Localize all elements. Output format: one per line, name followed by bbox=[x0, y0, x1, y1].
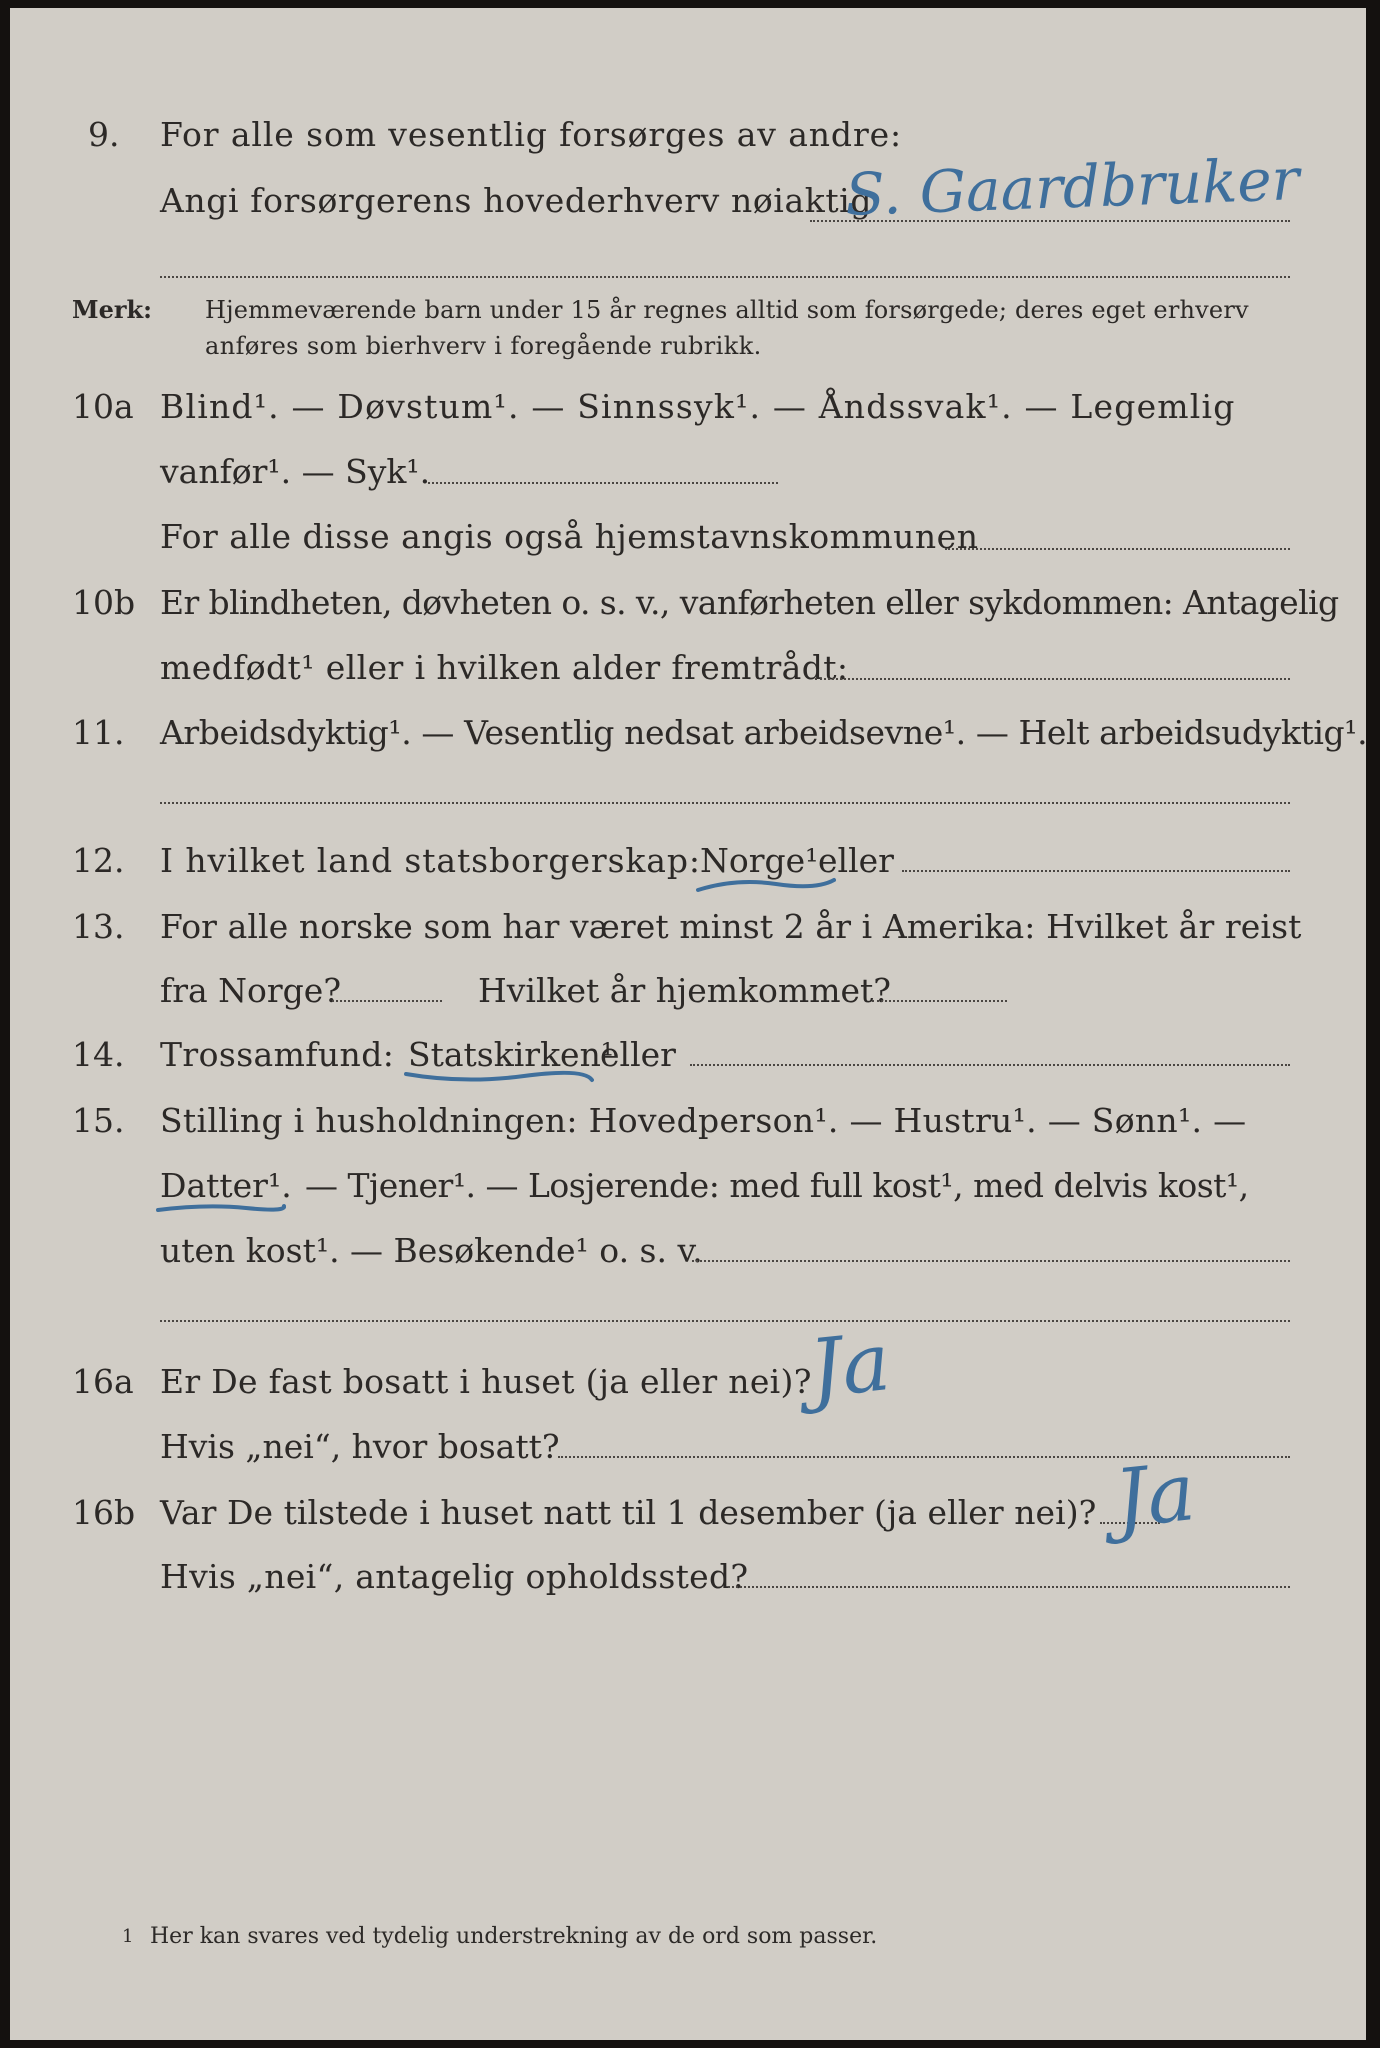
q10a-syk-line bbox=[428, 482, 778, 484]
q15-line2-b: — Tjener¹. — Losjerende: med full kost¹, med delvis kost¹, bbox=[305, 1166, 1249, 1205]
q13-number: 13. bbox=[72, 907, 125, 946]
q12-answer-line bbox=[902, 870, 1290, 872]
q9-line1: For alle som vesentlig forsørges av andre: bbox=[160, 115, 903, 154]
q16a-handwritten-answer: Ja bbox=[805, 1315, 895, 1416]
q13-line1: For alle norske som har været minst 2 år i Amerika: Hvilket år reist bbox=[160, 907, 1302, 946]
q9-number: 9. bbox=[88, 115, 120, 154]
q10b-number: 10b bbox=[72, 583, 136, 622]
q16b-line1: Var De tilstede i huset natt til 1 desember (ja eller nei)? bbox=[160, 1493, 1097, 1532]
q9-extra-line bbox=[160, 276, 1290, 278]
q14-line1-c: eller bbox=[600, 1035, 676, 1074]
q10a-line1: Blind¹. — Døvstum¹. — Sinnssyk¹. — Åndssvak¹. — Legemlig bbox=[160, 387, 1236, 426]
q15-answer-line bbox=[692, 1260, 1290, 1262]
q15-line1: Stilling i husholdningen: Hovedperson¹. — Hustru¹. — Sønn¹. — bbox=[160, 1101, 1247, 1140]
merk-line1: Hjemmeværende barn under 15 år regnes alltid som forsørgede; deres eget erhverv bbox=[205, 296, 1249, 324]
q12-norge-underline bbox=[696, 874, 836, 896]
census-form-page bbox=[10, 8, 1366, 2040]
q12-norge-option: Norge¹ bbox=[700, 841, 819, 880]
q16b-handwritten-answer: Ja bbox=[1110, 1445, 1200, 1546]
q16a-line1: Er De fast bosatt i huset (ja eller nei)? bbox=[160, 1362, 812, 1401]
q10a-line3: For alle disse angis også hjemstavnskommunen bbox=[160, 517, 979, 556]
merk-label: Merk: bbox=[72, 295, 152, 324]
q15-number: 15. bbox=[72, 1101, 125, 1140]
merk-line2: anføres som bierhverv i foregående rubrikk. bbox=[205, 332, 762, 360]
q16a-line2: Hvis „nei“, hvor bosatt? bbox=[160, 1427, 560, 1466]
q15-datter-option: Datter¹. bbox=[160, 1166, 292, 1205]
q15-extra-line bbox=[160, 1320, 1290, 1322]
q16b-line2: Hvis „nei“, antagelig opholdssted? bbox=[160, 1557, 749, 1596]
q14-answer-line bbox=[690, 1064, 1290, 1066]
footnote-mark: 1 bbox=[122, 1926, 134, 1947]
q13-line2-a: fra Norge? bbox=[160, 971, 342, 1010]
q10a-line2: vanfør¹. — Syk¹. bbox=[160, 452, 431, 491]
q12-line1-c: eller bbox=[818, 841, 894, 880]
q16a-number: 16a bbox=[72, 1362, 134, 1401]
q13-line2-b: Hvilket år hjemkommet? bbox=[478, 971, 891, 1010]
q14-statskirken-underline bbox=[404, 1066, 594, 1088]
footnote-text: Her kan svares ved tydelig understrekning av de ord som passer. bbox=[150, 1924, 878, 1949]
q10b-line1: Er blindheten, døvheten o. s. v., vanførheten eller sykdommen: Antagelig bbox=[160, 583, 1339, 622]
q10b-line2: medfødt¹ eller i hvilken alder fremtrådt: bbox=[160, 648, 849, 687]
q13-reist-line bbox=[332, 1000, 442, 1002]
q12-number: 12. bbox=[72, 841, 125, 880]
q11-line1: Arbeidsdyktig¹. — Vesentlig nedsat arbeidsevne¹. — Helt arbeidsudyktig¹. bbox=[160, 713, 1368, 752]
q9-handwritten-answer: S. Gaardbruker bbox=[843, 145, 1301, 229]
q16b-number: 16b bbox=[72, 1493, 136, 1532]
q11-number: 11. bbox=[72, 713, 125, 752]
q10a-number: 10a bbox=[72, 387, 134, 426]
q14-line1-a: Trossamfund: bbox=[160, 1035, 395, 1074]
q9-line2: Angi forsørgerens hovederhverv nøiaktig bbox=[160, 181, 873, 220]
q14-number: 14. bbox=[72, 1035, 125, 1074]
q13-hjem-line bbox=[872, 1000, 1007, 1002]
q10a-kommune-line bbox=[945, 548, 1290, 550]
q10b-answer-line bbox=[815, 678, 1290, 680]
q11-extra-line bbox=[160, 802, 1290, 804]
q15-line3: uten kost¹. — Besøkende¹ o. s. v. bbox=[160, 1231, 703, 1270]
q14-statskirken-option: Statskirken¹ bbox=[408, 1035, 615, 1074]
q12-line1-a: I hvilket land statsborgerskap: bbox=[160, 841, 701, 880]
q15-datter-underline bbox=[156, 1198, 286, 1218]
q16b-opholdssted-line bbox=[728, 1586, 1290, 1588]
